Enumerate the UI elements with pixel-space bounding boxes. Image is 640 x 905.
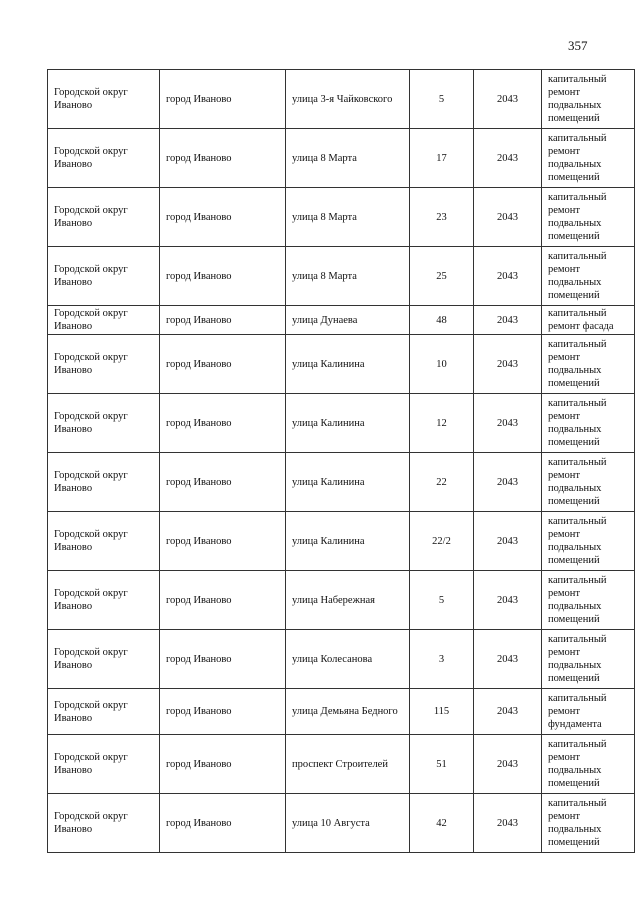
- street-cell: улица Калинина: [286, 453, 410, 512]
- street-cell: улица Калинина: [286, 394, 410, 453]
- work-type-cell: капитальный ремонт подвальных помещений: [542, 188, 635, 247]
- year-cell: 2043: [474, 630, 542, 689]
- street-cell: улица 8 Марта: [286, 188, 410, 247]
- district-cell: Городской округ Иваново: [48, 512, 160, 571]
- table-row: [48, 630, 635, 689]
- table-row: [48, 335, 635, 394]
- table-row: [48, 512, 635, 571]
- work-type-cell: капитальный ремонт подвальных помещений: [542, 129, 635, 188]
- work-type-cell: капитальный ремонт подвальных помещений: [542, 512, 635, 571]
- city-cell: город Иваново: [160, 306, 286, 335]
- district-cell: Городской округ Иваново: [48, 129, 160, 188]
- table-row: [48, 453, 635, 512]
- table-row: [48, 794, 635, 853]
- table-row: [48, 70, 635, 129]
- street-cell: улица Калинина: [286, 512, 410, 571]
- house-number-cell: 5: [410, 571, 474, 630]
- year-cell: 2043: [474, 188, 542, 247]
- street-cell: улица 8 Марта: [286, 129, 410, 188]
- year-cell: 2043: [474, 512, 542, 571]
- work-type-cell: капитальный ремонт фасада: [542, 306, 635, 335]
- house-number-cell: 48: [410, 306, 474, 335]
- city-cell: город Иваново: [160, 188, 286, 247]
- table-row: [48, 129, 635, 188]
- street-cell: улица Колесанова: [286, 630, 410, 689]
- district-cell: Городской округ Иваново: [48, 335, 160, 394]
- year-cell: 2043: [474, 794, 542, 853]
- city-cell: город Иваново: [160, 335, 286, 394]
- district-cell: Городской округ Иваново: [48, 453, 160, 512]
- district-cell: Городской округ Иваново: [48, 306, 160, 335]
- year-cell: 2043: [474, 306, 542, 335]
- house-number-cell: 22: [410, 453, 474, 512]
- work-type-cell: капитальный ремонт подвальных помещений: [542, 453, 635, 512]
- city-cell: город Иваново: [160, 735, 286, 794]
- table-row: [48, 306, 635, 335]
- house-number-cell: 23: [410, 188, 474, 247]
- work-type-cell: капитальный ремонт подвальных помещений: [542, 735, 635, 794]
- repair-registry-table: [47, 69, 635, 853]
- year-cell: 2043: [474, 247, 542, 306]
- district-cell: Городской округ Иваново: [48, 571, 160, 630]
- house-number-cell: 5: [410, 70, 474, 129]
- work-type-cell: капитальный ремонт подвальных помещений: [542, 630, 635, 689]
- city-cell: город Иваново: [160, 70, 286, 129]
- year-cell: 2043: [474, 689, 542, 735]
- street-cell: улица 10 Августа: [286, 794, 410, 853]
- street-cell: улица Набережная: [286, 571, 410, 630]
- city-cell: город Иваново: [160, 512, 286, 571]
- district-cell: Городской округ Иваново: [48, 394, 160, 453]
- work-type-cell: капитальный ремонт подвальных помещений: [542, 794, 635, 853]
- district-cell: Городской округ Иваново: [48, 689, 160, 735]
- house-number-cell: 3: [410, 630, 474, 689]
- house-number-cell: 51: [410, 735, 474, 794]
- city-cell: город Иваново: [160, 394, 286, 453]
- street-cell: улица Демьяна Бедного: [286, 689, 410, 735]
- work-type-cell: капитальный ремонт подвальных помещений: [542, 335, 635, 394]
- table-row: [48, 735, 635, 794]
- district-cell: Городской округ Иваново: [48, 70, 160, 129]
- table-row: [48, 394, 635, 453]
- district-cell: Городской округ Иваново: [48, 794, 160, 853]
- work-type-cell: капитальный ремонт подвальных помещений: [542, 394, 635, 453]
- work-type-cell: капитальный ремонт подвальных помещений: [542, 70, 635, 129]
- work-type-cell: капитальный ремонт подвальных помещений: [542, 571, 635, 630]
- city-cell: город Иваново: [160, 571, 286, 630]
- district-cell: Городской округ Иваново: [48, 188, 160, 247]
- year-cell: 2043: [474, 735, 542, 794]
- city-cell: город Иваново: [160, 129, 286, 188]
- year-cell: 2043: [474, 335, 542, 394]
- year-cell: 2043: [474, 453, 542, 512]
- district-cell: Городской округ Иваново: [48, 630, 160, 689]
- district-cell: Городской округ Иваново: [48, 247, 160, 306]
- city-cell: город Иваново: [160, 689, 286, 735]
- city-cell: город Иваново: [160, 247, 286, 306]
- city-cell: город Иваново: [160, 794, 286, 853]
- work-type-cell: капитальный ремонт подвальных помещений: [542, 247, 635, 306]
- year-cell: 2043: [474, 571, 542, 630]
- district-cell: Городской округ Иваново: [48, 735, 160, 794]
- table-row: [48, 188, 635, 247]
- house-number-cell: 25: [410, 247, 474, 306]
- house-number-cell: 12: [410, 394, 474, 453]
- house-number-cell: 22/2: [410, 512, 474, 571]
- house-number-cell: 10: [410, 335, 474, 394]
- year-cell: 2043: [474, 70, 542, 129]
- street-cell: улица Калинина: [286, 335, 410, 394]
- house-number-cell: 42: [410, 794, 474, 853]
- table-row: [48, 689, 635, 735]
- street-cell: улица 3-я Чайковского: [286, 70, 410, 129]
- table-row: [48, 247, 635, 306]
- year-cell: 2043: [474, 129, 542, 188]
- house-number-cell: 115: [410, 689, 474, 735]
- page-number: 357: [568, 38, 588, 53]
- year-cell: 2043: [474, 394, 542, 453]
- work-type-cell: капитальный ремонт фундамента: [542, 689, 635, 735]
- city-cell: город Иваново: [160, 453, 286, 512]
- house-number-cell: 17: [410, 129, 474, 188]
- table-row: [48, 571, 635, 630]
- street-cell: улица 8 Марта: [286, 247, 410, 306]
- street-cell: улица Дунаева: [286, 306, 410, 335]
- city-cell: город Иваново: [160, 630, 286, 689]
- street-cell: проспект Строителей: [286, 735, 410, 794]
